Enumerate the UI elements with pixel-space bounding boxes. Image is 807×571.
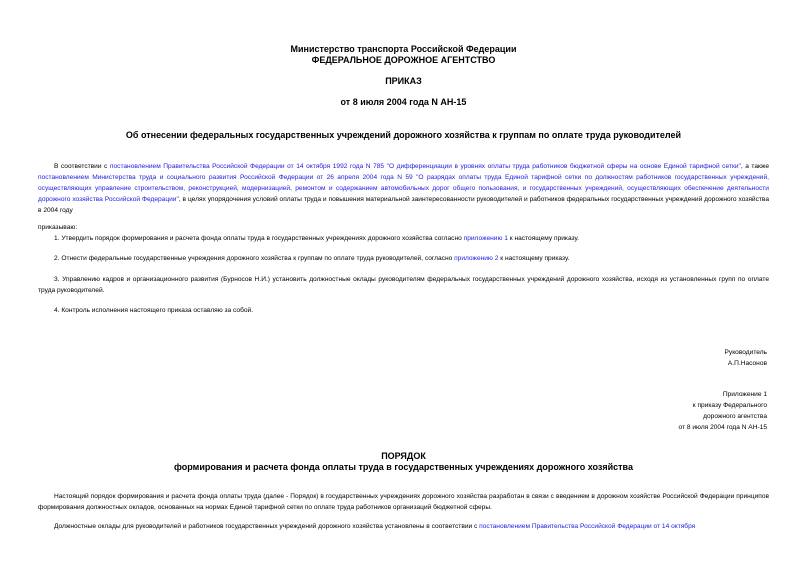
order-item-2-tail: к настоящему приказу.: [498, 255, 570, 262]
preamble-text-3: , в целях упорядочения условий оплаты труда и повышения материальной заинтересованности руководителей и работников федеральных государственных учреждений дорожного хозяйства в 2004 году: [38, 196, 769, 214]
ministry-name: Министерство транспорта Российской Федерации: [290, 44, 517, 54]
order-item-3: [38, 274, 769, 296]
document-type: ПРИКАЗ: [385, 76, 422, 86]
appendix-1-link[interactable]: приложению 1: [463, 235, 508, 242]
signer-position: Руководитель: [724, 349, 767, 356]
order-item-3-text: 3. Управлению кадров и организационного развития (Бурносов Н.И.) установить должностные оклады руководителям федеральных государственных учреждений дорожного хозяйства, исходя из установленных групп по оплате труда руководителей.: [38, 276, 769, 294]
procedure-paragraph-2: [38, 521, 769, 532]
government-decree-link[interactable]: постановлением Правительства Российской Федерации от 14 октября 1992 года N 785 "О дифференциации в уровнях оплаты труда работников бюджетной сферы на основе Единой тарифной сетки": [109, 163, 741, 170]
appendix-line-2: к приказу Федерального: [692, 402, 767, 409]
order-item-4-text: 4. Контроль исполнения настоящего приказа оставляю за собой.: [54, 307, 254, 314]
order-word: приказываю:: [38, 224, 78, 231]
preamble-text-2: , а также: [740, 163, 770, 170]
procedure-title: ПОРЯДОК: [381, 451, 426, 461]
order-item-1-tail: к настоящему приказу.: [507, 235, 579, 242]
signer-name: А.П.Насонов: [727, 360, 767, 367]
signature-block: [725, 347, 767, 369]
preamble-paragraph: [38, 161, 769, 216]
order-item-4: [38, 305, 769, 316]
appendix-2-link[interactable]: приложению 2: [454, 255, 499, 262]
procedure-decree-link[interactable]: постановлением Правительства Российской Федерации от 14 октября: [479, 523, 696, 530]
appendix-line-3: дорожного агентства: [703, 413, 767, 420]
document-date: от 8 июля 2004 года N АН-15: [340, 97, 467, 107]
procedure-paragraph-1: Настоящий порядок формирования и расчета фонда оплаты труда (далее - Порядок) в государственных учреждениях дорожного хозяйства разработан в связи с введением в дорожном хозяйстве Российской Федерации принципов формирования должностных окладов, основанных на нормах Единой тарифной сетки по оплате труда работников организаций бюджетной сферы.: [38, 493, 769, 511]
ministry-labor-decree-link[interactable]: постановлением Министерства труда и социального развития Российской Федерации от 26 апреля 2004 года N 59 "О разрядах оплаты труда Единой тарифной сетки по должностям работников государственных учреждений, осуществляющих управление строительством, реконструкцией, модернизацией, ремонтом и содержанием автомобильных дорог общего пользования, и государственных учреждений, осуществляющих обеспечение деятельности дорожного хозяйства Российской Федерации": [38, 174, 769, 203]
procedure-subtitle: формирования и расчета фонда оплаты труда в государственных учреждениях дорожного хозяйства: [174, 462, 633, 472]
appendix-line-4: от 8 июля 2004 года N АН-15: [678, 424, 767, 431]
agency-name: ФЕДЕРАЛЬНОЕ ДОРОЖНОЕ АГЕНТСТВО: [311, 55, 496, 65]
order-item-2: [38, 253, 769, 264]
preamble-text-1: В соответствии с: [54, 163, 110, 170]
procedure-paragraph-2-text: Должностные оклады для руководителей и работников государственных учреждений дорожного хозяйства установлены в соответствии с: [54, 523, 480, 530]
appendix-line-1: Приложение 1: [722, 391, 767, 398]
appendix-header: [678, 389, 767, 433]
document-title: Об отнесении федеральных государственных учреждений дорожного хозяйства к группам по оплате труда руководителей: [125, 130, 682, 140]
order-item-1-text: 1. Утвердить порядок формирования и расчета фонда оплаты труда в государственных учреждениях дорожного хозяйства согласно: [54, 235, 464, 242]
order-item-2-text: 2. Отнести федеральные государственные учреждения дорожного хозяйства к группам по оплате труда руководителей, согласно: [54, 255, 455, 262]
order-item-1: [38, 233, 769, 244]
